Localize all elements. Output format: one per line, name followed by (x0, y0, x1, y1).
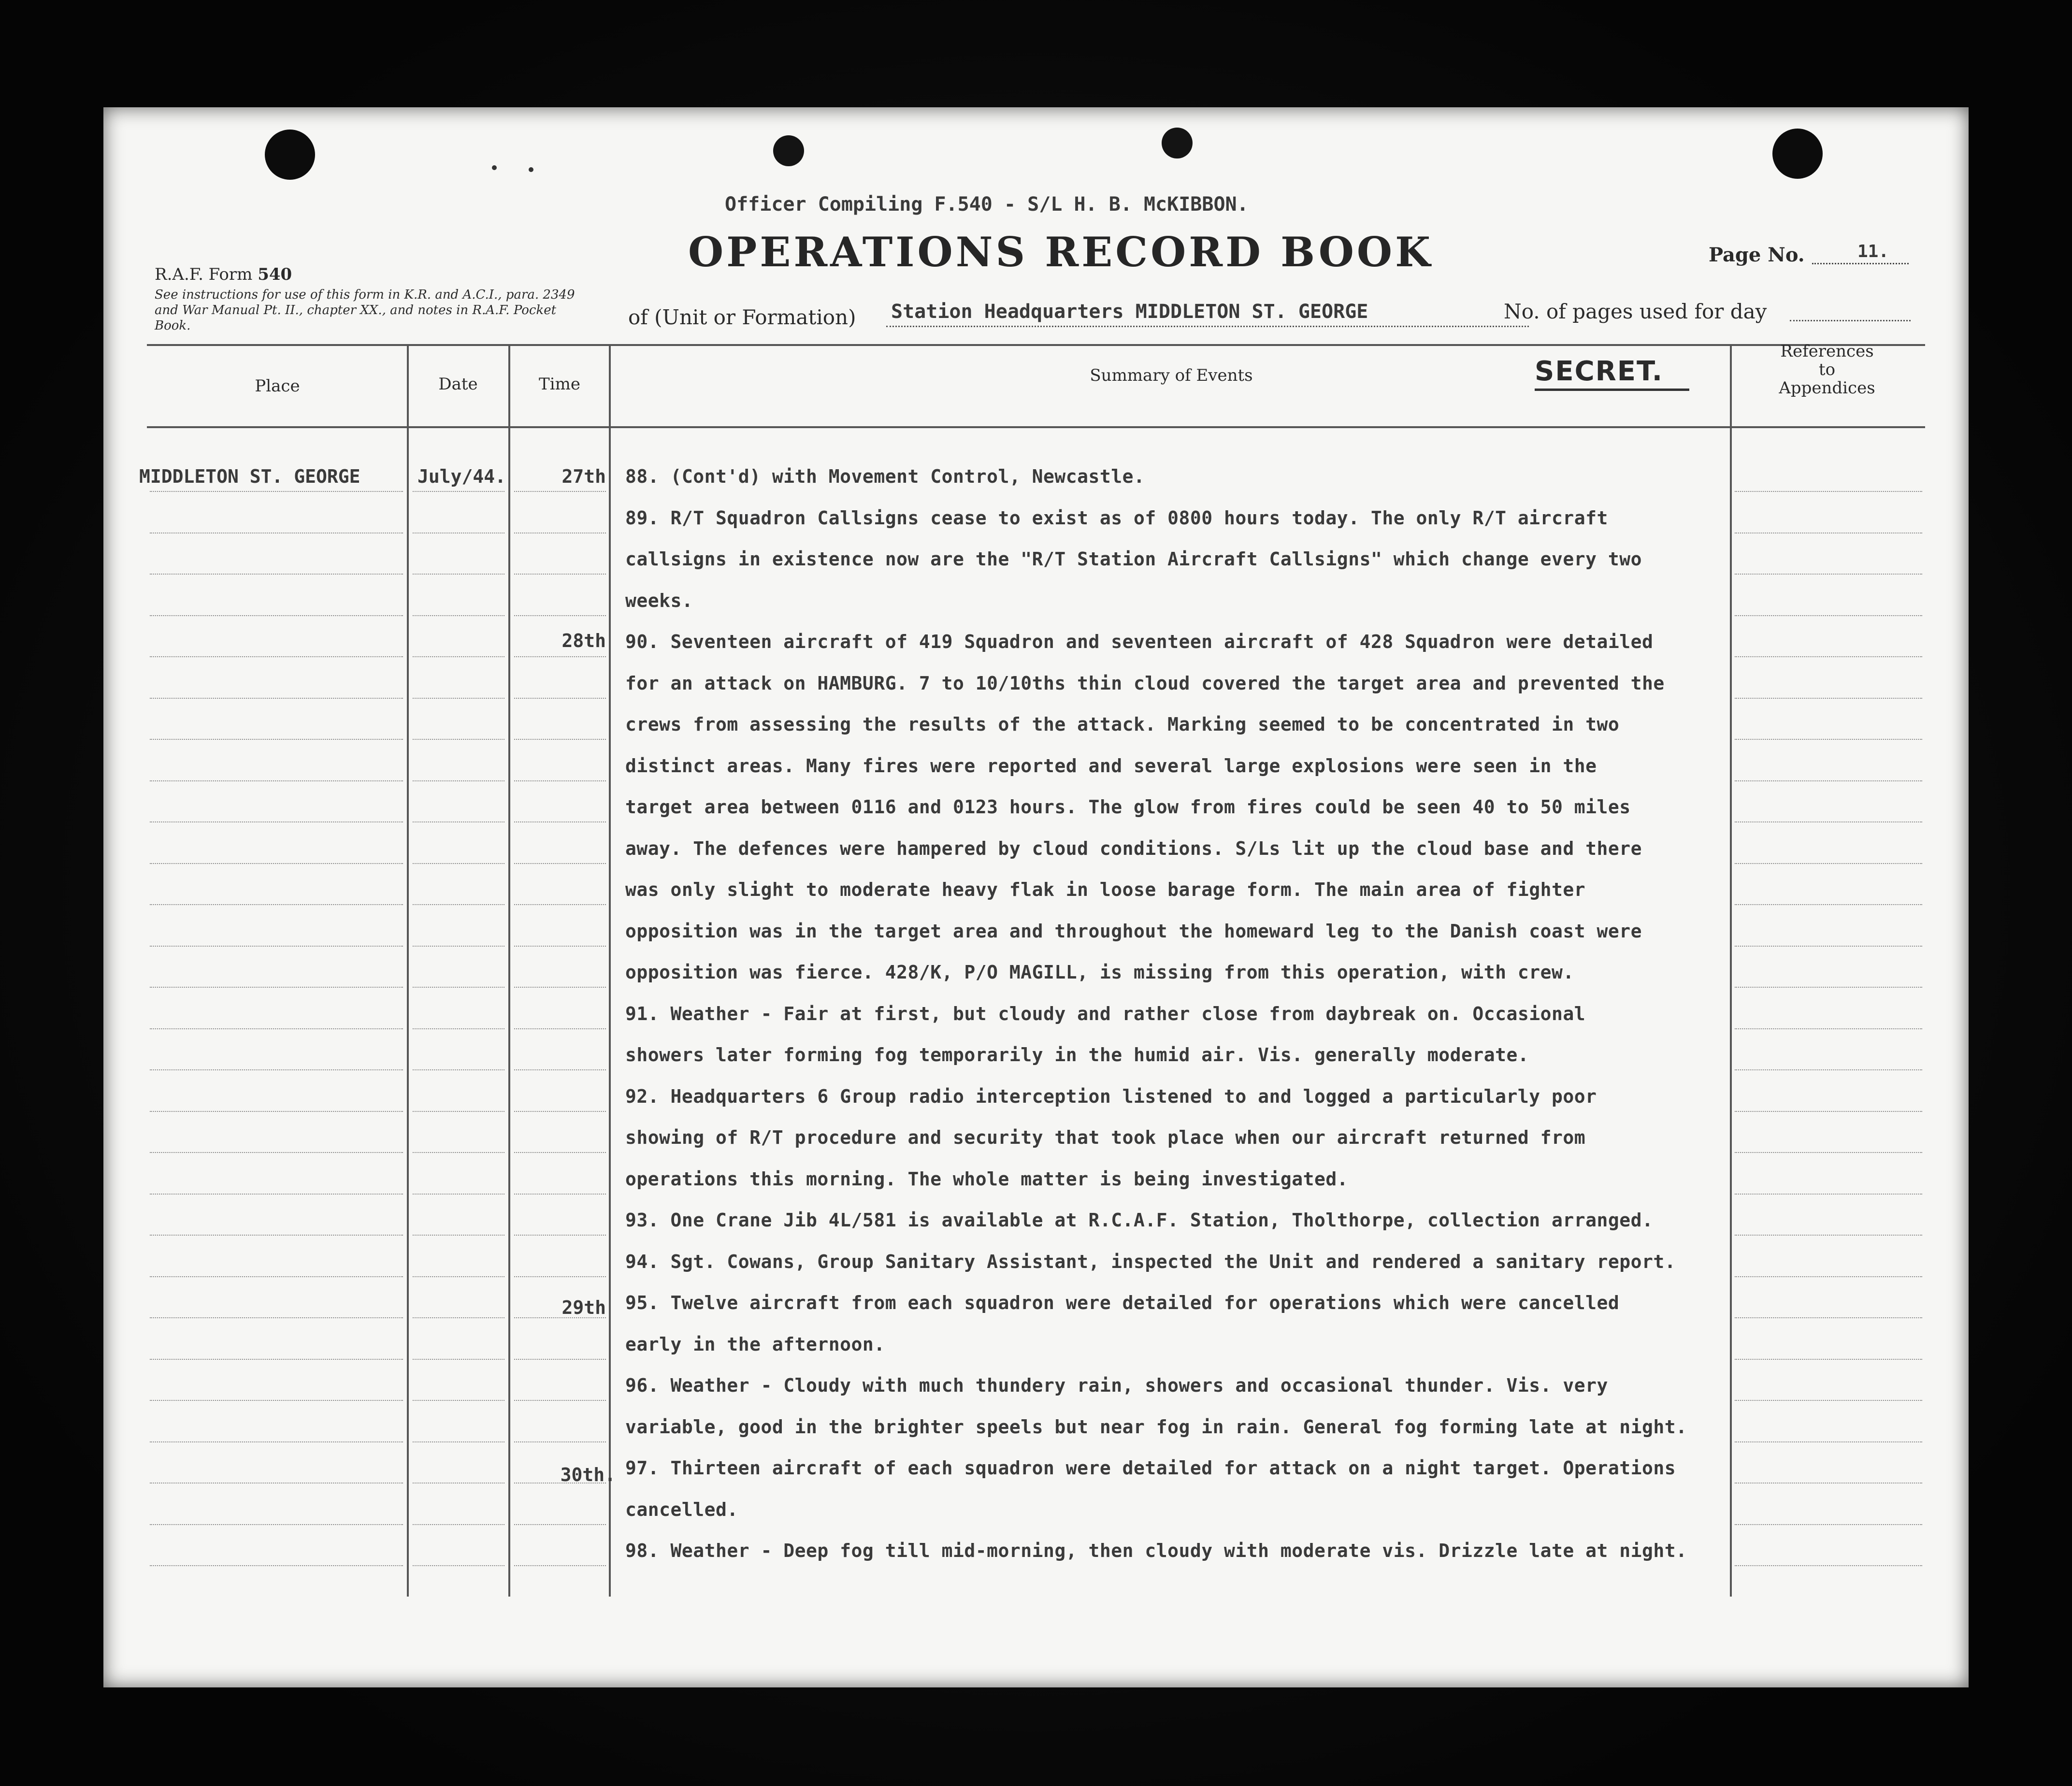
ruled-line (150, 1276, 403, 1277)
ruled-line (413, 615, 504, 616)
ruled-line (514, 1235, 606, 1236)
entry-line: showers later forming fog temporarily in the humid air. Vis. generally moderate. (625, 1044, 1529, 1066)
ruled-line (514, 780, 606, 781)
ruled-line (413, 574, 504, 575)
ruled-line (1735, 698, 1922, 699)
entry-line: opposition was fierce. 428/K, P/O MAGILL, is missing from this operation, with crew. (625, 962, 1574, 983)
entry-line: weeks. (625, 590, 693, 611)
ruled-line (413, 1235, 504, 1236)
day-marker: 30th. (560, 1464, 616, 1485)
ruled-line (514, 1111, 606, 1112)
table-top-rule (147, 344, 1925, 346)
entry-line: was only slight to moderate heavy flak in loose barage form. The main area of fighter (625, 879, 1586, 900)
ruled-line (150, 1359, 403, 1360)
ruled-line (1735, 491, 1922, 492)
ruled-line (514, 1028, 606, 1029)
entry-line: early in the afternoon. (625, 1334, 885, 1355)
ruled-line (150, 780, 403, 781)
unit-label: of (Unit or Formation) (628, 305, 856, 329)
ruled-line (413, 656, 504, 657)
column-divider-date-time (508, 345, 510, 1597)
ruled-line (150, 1483, 403, 1484)
punch-hole-left (265, 130, 315, 180)
page-number-label: Page No. (1709, 244, 1805, 266)
ruled-line (150, 1235, 403, 1236)
ruled-line (413, 987, 504, 988)
ruled-line (1735, 1028, 1922, 1029)
entry-line: 96. Weather - Cloudy with much thundery rain, showers and occasional thunder. Vis. very (625, 1375, 1608, 1396)
ruled-line (514, 656, 606, 657)
entry-line: 95. Twelve aircraft from each squadron were detailed for operations which were cancelled (625, 1292, 1620, 1313)
place-cell: MIDDLETON ST. GEORGE (139, 466, 360, 487)
day-marker: 29th (561, 1297, 606, 1318)
ruled-line (514, 946, 606, 947)
ruled-line (1735, 904, 1922, 905)
ruled-line (150, 1400, 403, 1401)
ruled-line (514, 821, 606, 822)
ruled-line (1735, 821, 1922, 822)
header-bottom-rule (147, 426, 1925, 428)
entry-line: 97. Thirteen aircraft of each squadron were detailed for attack on a night target. Operations (625, 1457, 1676, 1479)
ruled-line (413, 1483, 504, 1484)
column-header-time: Time (539, 374, 580, 394)
ruled-line (150, 574, 403, 575)
ruled-line (413, 1359, 504, 1360)
ruled-line (1735, 1359, 1922, 1360)
ruled-line (514, 863, 606, 864)
ruled-line (514, 904, 606, 905)
ruled-line (150, 946, 403, 947)
ruled-line (1735, 1441, 1922, 1442)
entry-line: 88. (Cont'd) with Movement Control, Newcastle. (625, 466, 1145, 487)
ruled-line (150, 1111, 403, 1112)
date-cell: July/44. (417, 466, 506, 487)
ruled-line (413, 1111, 504, 1112)
page-number-line (1812, 263, 1909, 264)
ruled-line (514, 1359, 606, 1360)
ruled-line (514, 574, 606, 575)
ruled-line (413, 863, 504, 864)
classification-underline (1535, 389, 1689, 391)
ruled-line (1735, 1524, 1922, 1525)
ruled-line (413, 821, 504, 822)
ruled-line (1735, 1317, 1922, 1318)
entry-line: distinct areas. Many fires were reported and several large explosions were seen in the (625, 755, 1597, 777)
unit-value: Station Headquarters MIDDLETON ST. GEORGE (891, 301, 1368, 323)
pages-used-line (1790, 320, 1911, 321)
ruled-line (150, 491, 403, 492)
ruled-line (514, 491, 606, 492)
ruled-line (413, 780, 504, 781)
punch-hole-right (1772, 129, 1823, 179)
ruled-line (1735, 780, 1922, 781)
ruled-line (413, 1565, 504, 1566)
ruled-line (413, 1400, 504, 1401)
column-divider-summary-references (1730, 345, 1732, 1597)
ruled-line (150, 863, 403, 864)
officer-compiling: Officer Compiling F.540 - S/L H. B. McKIBBON. (725, 193, 1249, 216)
references-line-2: to (1818, 360, 1836, 379)
ink-mark (1162, 128, 1193, 158)
ruled-line (1735, 1152, 1922, 1153)
ruled-line (1735, 1483, 1922, 1484)
ruled-line (150, 1441, 403, 1442)
entry-line: for an attack on HAMBURG. 7 to 10/10ths thin cloud covered the target area and prevented the (625, 673, 1665, 694)
ruled-line (150, 1194, 403, 1195)
speck (492, 165, 497, 170)
ruled-line (413, 946, 504, 947)
ruled-line (514, 739, 606, 740)
ruled-line (150, 1152, 403, 1153)
column-header-place: Place (255, 376, 300, 396)
page-title: OPERATIONS RECORD BOOK (688, 228, 1434, 276)
entry-line: 92. Headquarters 6 Group radio interception listened to and logged a particularly poor (625, 1086, 1597, 1107)
ruled-line (514, 1152, 606, 1153)
ruled-line (514, 1069, 606, 1070)
ruled-line (150, 1565, 403, 1566)
ruled-line (413, 1524, 504, 1525)
ruled-line (150, 1524, 403, 1525)
ruled-line (1735, 1111, 1922, 1112)
ruled-line (514, 1565, 606, 1566)
page-number-value: 11. (1857, 242, 1889, 261)
ruled-line (1735, 739, 1922, 740)
ruled-line (514, 987, 606, 988)
column-header-date: Date (438, 374, 478, 394)
ruled-line (514, 1441, 606, 1442)
entry-line: target area between 0116 and 0123 hours. The glow from fires could be seen 40 to 50 miles (625, 796, 1631, 818)
column-header-summary: Summary of Events (1090, 366, 1253, 385)
ruled-line (514, 1194, 606, 1195)
entry-line: 98. Weather - Deep fog till mid-morning, then cloudy with moderate vis. Drizzle late at night. (625, 1540, 1687, 1561)
ruled-line (514, 1400, 606, 1401)
ruled-line (1735, 987, 1922, 988)
entry-line: 89. R/T Squadron Callsigns cease to exist as of 0800 hours today. The only R/T aircraft (625, 507, 1608, 529)
ruled-line (1735, 656, 1922, 657)
ruled-line (1735, 1400, 1922, 1401)
ruled-line (150, 656, 403, 657)
ruled-line (413, 1028, 504, 1029)
ruled-line (150, 615, 403, 616)
entry-line: away. The defences were hampered by cloud conditions. S/Ls lit up the cloud base and there (625, 838, 1642, 859)
ink-mark (773, 135, 804, 166)
ruled-line (150, 904, 403, 905)
ruled-line (150, 739, 403, 740)
entry-line: 91. Weather - Fair at first, but cloudy and rather close from daybreak on. Occasional (625, 1003, 1586, 1024)
ruled-line (413, 698, 504, 699)
pages-used-label: No. of pages used for day (1504, 300, 1767, 323)
ruled-line (150, 1317, 403, 1318)
ruled-line (150, 698, 403, 699)
form-name-prefix: R.A.F. Form (155, 265, 258, 284)
references-line-1: References (1780, 342, 1874, 361)
ruled-line (514, 698, 606, 699)
entry-line: opposition was in the target area and throughout the homeward leg to the Danish coast were (625, 921, 1642, 942)
entry-line: variable, good in the brighter speels but near fog in rain. General fog forming late at night. (625, 1416, 1687, 1438)
ruled-line (1735, 574, 1922, 575)
ruled-line (150, 1028, 403, 1029)
entry-line: 90. Seventeen aircraft of 419 Squadron and seventeen aircraft of 428 Squadron were detailed (625, 631, 1654, 652)
ruled-line (150, 987, 403, 988)
ruled-line (514, 615, 606, 616)
ruled-line (514, 1524, 606, 1525)
ruled-line (514, 1276, 606, 1277)
ruled-line (1735, 946, 1922, 947)
record-page (103, 107, 1969, 1687)
references-line-3: Appendices (1779, 378, 1875, 398)
entry-line: crews from assessing the results of the attack. Marking seemed to be concentrated in two (625, 714, 1620, 735)
day-marker: 27th (561, 466, 606, 487)
column-divider-place-date (407, 345, 409, 1597)
ruled-line (1735, 1276, 1922, 1277)
ruled-line (1735, 1235, 1922, 1236)
ruled-line (1735, 863, 1922, 864)
ruled-line (413, 1441, 504, 1442)
ruled-line (150, 821, 403, 822)
entry-line: cancelled. (625, 1499, 738, 1520)
ruled-line (413, 491, 504, 492)
ruled-line (1735, 1069, 1922, 1070)
ruled-line (150, 1069, 403, 1070)
day-marker: 28th (561, 630, 606, 651)
entry-line: 93. One Crane Jib 4L/581 is available at R.C.A.F. Station, Tholthorpe, collection arranged. (625, 1210, 1654, 1231)
ruled-line (1735, 1565, 1922, 1566)
entry-line: callsigns in existence now are the "R/T Station Aircraft Callsigns" which change every two (625, 548, 1642, 570)
unit-line (886, 326, 1529, 327)
form-name (155, 265, 292, 284)
column-divider-time-summary (609, 345, 611, 1597)
ruled-line (413, 1069, 504, 1070)
classification-stamp: SECRET. (1535, 356, 1664, 387)
form-instructions: See instructions for use of this form in K.R. and A.C.I., para. 2349 and War Manual Pt. II., chapter XX., and notes in R.A.F. Pocket Book. (155, 288, 575, 333)
ruled-line (1735, 1194, 1922, 1195)
entry-line: 94. Sgt. Cowans, Group Sanitary Assistant, inspected the Unit and rendered a sanitary report. (625, 1251, 1676, 1272)
entry-line: operations this morning. The whole matter is being investigated. (625, 1168, 1349, 1190)
speck (529, 167, 533, 172)
ruled-line (413, 1317, 504, 1318)
ruled-line (413, 1276, 504, 1277)
ruled-line (413, 1152, 504, 1153)
ruled-line (413, 739, 504, 740)
form-number: 540 (258, 265, 292, 284)
ruled-line (413, 904, 504, 905)
ruled-line (413, 1194, 504, 1195)
ruled-line (1735, 615, 1922, 616)
entry-line: showing of R/T procedure and security that took place when our aircraft returned from (625, 1127, 1586, 1148)
column-header-references (1733, 342, 1921, 397)
